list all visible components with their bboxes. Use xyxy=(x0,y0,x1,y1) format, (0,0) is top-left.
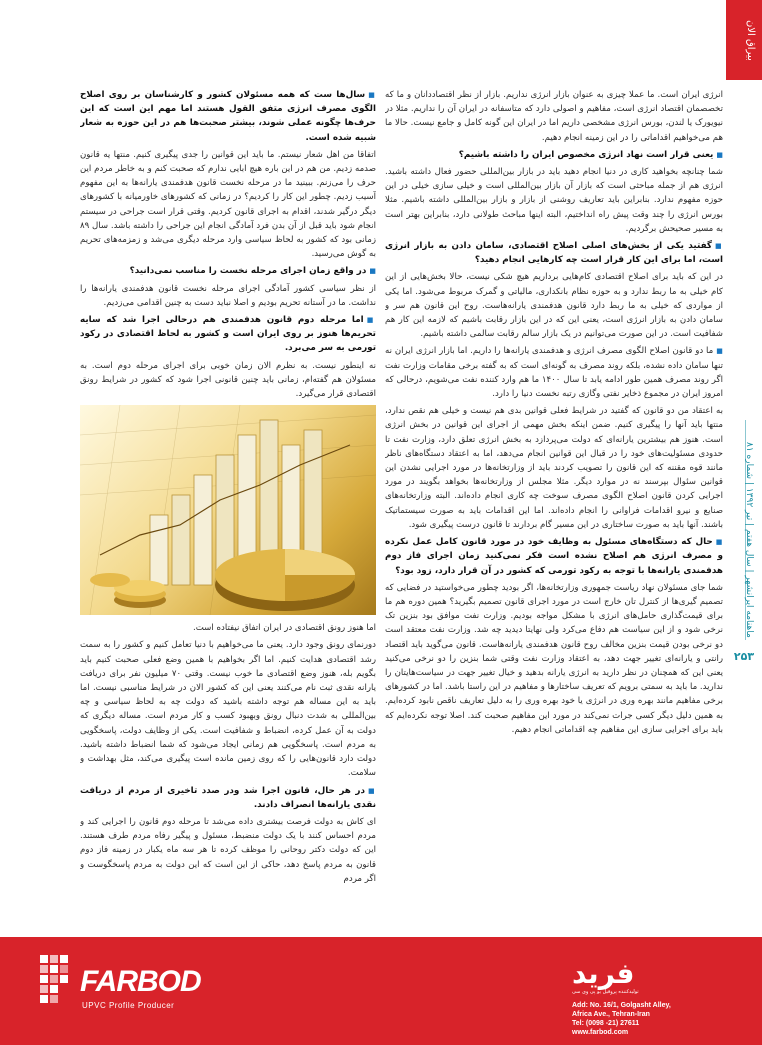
interview-answer xyxy=(385,88,723,145)
side-strip xyxy=(726,0,762,1045)
interview-question xyxy=(80,313,376,356)
paragraph-text: از نظر سیاسی کشور آمادگی اجرای مرحله نخست قانون هدفمندی یارانه‌ها را نداشت. ما در آستانه تحریم بودیم و اصلا نباید دست به چنین اقدامی می‌زدیم. xyxy=(80,283,376,308)
left-column-bottom xyxy=(80,621,376,886)
paragraph-text: انرژی ایران است. ما عملا چیزی به عنوان بازار انرژی نداریم. بازار از نظر اقتصاددانان و ما که تخصصمان اقتصاد انرژی است، مفاهیم و اصولی دارد که متاسفانه در ایران آن را نداریم. مثلا در نیویورک یا لندن، بورس انرژی مشخصی داریم اما در ایران این گونه کامل و جامع نیست. حالا ما هم می‌خواهیم اقداماتی را در این زمینه انجام دهیم. xyxy=(385,90,723,143)
section-tab xyxy=(726,0,762,80)
persian-brand-subtitle: تولیدکننده پروفیل یو پی وی سی xyxy=(572,989,639,995)
paragraph-text: نه اینطور نیست. به نظرم الان زمان خوبی برای اجرای مرحله دوم است. به مسئولان هم گفته‌ام، زمانی باید چنین قانونی اجرا شود که کشور در شرایط رونق اقتصادی قرار می‌گیرد. xyxy=(80,360,376,400)
left-column-top xyxy=(80,88,376,401)
interview-answer xyxy=(385,581,723,737)
paragraph-text: در هر حال، قانون اجرا شد ودر صدد تاخیری از مردم از دریافت نقدی یارانه‌ها انصراف دادند. xyxy=(80,785,376,810)
bullet-icon: ■ xyxy=(716,347,723,356)
brand-logo-text: FARBOD xyxy=(80,965,201,998)
interview-answer xyxy=(385,344,723,401)
interview-question xyxy=(385,239,723,267)
section-tab-label: بیراق الان xyxy=(745,19,756,61)
contact-address xyxy=(572,1001,671,1037)
paragraph-text: دورنمای رونق وجود دارد. یعنی ما می‌خواهیم با دنیا تعامل کنیم و کشور را به سمت رشد اقتصادی هدایت کنیم. اما اگر بخواهیم با همین وضع فعلی صحبت کنیم باید بگویم بله، هنوز وضع اقتصادی ما خوب نیست. وقتی ۷۰ میلیون نفر برای دریافت یارانه نقدی ثبت نام می‌کنند یعنی این که کشور الان در شرایط مناسبی نیست. اما باید به این مساله هم توجه داشته باشید که دولت چه به لحاظ سیاسی و چه بین‌المللی به شدت دنبال رونق وبهبود کسب و کار مردم است. مساله دیگری که دولت به آن عمل کرده، انضباط و شفافیت است. یکی از وظایف دولت، پاسخگویی به مردم است. پاسخگویی هم زمانی ایجاد می‌شود که شما انضباط داشته باشید. دولت دارد قانون‌هایی را که روی زمین مانده است پیگیری می‌کند، مثل بهداشت و سلامت. xyxy=(80,640,376,779)
interview-question xyxy=(80,784,376,812)
interview-answer xyxy=(80,282,376,310)
interview-answer xyxy=(80,148,376,262)
page-number: ۲۵۳ xyxy=(733,650,755,663)
issue-info: ماهنامه ایرانشهر | سال هفتم | تیر ۱۳۹۲ | شماره ۸۱ xyxy=(744,442,754,638)
interview-answer xyxy=(385,404,723,532)
paragraph-text: در واقع زمان اجرای مرحله نخست را مناسب نمی‌دانید؟ xyxy=(129,266,367,277)
interview-question xyxy=(385,148,723,162)
chart-illustration xyxy=(80,405,376,615)
footer-ad xyxy=(0,937,762,1045)
paragraph-text: به اعتقاد من دو قانون که گفتید در شرایط فعلی قوانین بدی هم نیست و خیلی هم نقص ندارد، منتها باید آنها را پیگیری کنیم. ضمن اینکه بخش مهمی از اجرای این قوانین در بخش انرژی است. هنوز هم بیشترین یارانه‌ای که دولت می‌پردازد به بخش انرژی تعلق دارد، وزارت نفت تا حدودی مسئولیت‌های خود را در قبال این قوانین انجام می‌دهد، اما به اعتقاد دستگاه‌های ناظر مانند قوه مقننه که این قانون را تصویب کردند باید از وزارتخانه‌ها در مورد اجرایی نشدن این قوانین سئوال بپرسند نه در موارد دیگر. مثلا مجلس از وزارتخانه‌ها بخواهد بگویند در مورد اجرایی کردن قانون اصلاح الگوی مصرف سوخت چه کاری انجام داده‌اند. البته وزارتخانه‌های صنایع و نیرو اقدامات فراوانی را انجام داده‌اند. اما این اقدامات باید به صورت سیستماتیک باشند. آنها باید به صورت ساختاری در این مسیر گام بردارند تا قانون درست پیگیری شود. xyxy=(385,406,723,530)
interview-answer xyxy=(80,638,376,780)
interview-question xyxy=(80,88,376,145)
interview-answer xyxy=(385,270,723,341)
interview-question xyxy=(385,535,723,578)
address-line-2: Africa Ave., Tehran-Iran xyxy=(572,1011,650,1018)
paragraph-text: شما جای مسئولان نهاد ریاست جمهوری وزارتخانه‌ها، اگر بودید چطور می‌خواستید در فضایی که تصمیم گیری‌ها از کنترل تان خارج است در مورد اجرای قانون تصمیم بگیرید؟ همین دوره هم ما برای قیمت‌گذاری حامل‌های انرژی با مشکل مواجه بودیم. وزارت نفت موافق بود بنزین تک نرخی شود و از این سیاست هم دفاع می‌کرد ولی نهایتا دیدید چه شد. وزارت نفت معتقد است دو نرخی بودن قیمت بنزین مخالف روح قانون هدفمندی یارانه‌هاست. قانون می‌گوید باید اقتصاد رانتی و یارانه‌ای تغییر جهت دهد، به اعتقاد وزارت نفت وقتی شما بنزین را دو نرخی می‌کنید یعنی این که همچنان در نظر دارید به انرژی یارانه بدهید و خیال تغییر جهت در سیاست‌هایتان را ندارید. ما باید به سمتی برویم که تعریف ساختارها و مفاهیم در این راستا باشد. اما در کشورهای برخی مفاهیم مانند بهره وری در انرژی یا خود بهره وری را به دلیل تعاریف ناقص نابود کرده‌ایم. به همین دلیل دیگر کسی جرات نمی‌کند در مورد این مفاهیم صحبت کند. اصلا توجه نکرده‌ایم که باید برای اجرایی سازی این مفاهیم چه اقداماتی انجام دهیم. xyxy=(385,582,723,735)
interview-answer xyxy=(80,359,376,402)
paragraph-text: یعنی قرار است نهاد انرژی مخصوص ایران را داشته باشیم؟ xyxy=(458,149,714,160)
website-link[interactable]: www.farbod.com xyxy=(572,1029,629,1036)
persian-brand-logo: فرید xyxy=(572,957,635,990)
paragraph-text: حال که دستگاه‌های مسئول به وظایف خود در مورد قانون کامل عمل نکرده و مصرف انرژی هم اصلاح نشده است فکر نمی‌کنید زمان اجرای فاز دوم هدفمندی یارانه‌ها با توجه به رکود تورمی که کشور در آن قرار دارد، زود بود؟ xyxy=(385,537,723,576)
interview-answer xyxy=(385,165,723,236)
left-column xyxy=(80,88,376,913)
brand-tagline: UPVC Profile Producer xyxy=(82,1001,175,1010)
address-line-1: Add: No. 16/1, Golgasht Alley, xyxy=(572,1002,671,1009)
phone-number: Tel: (0098 -21) 27611 xyxy=(572,1020,640,1027)
paragraph-text: اما هنوز رونق اقتصادی در ایران اتفاق نیفتاده است. xyxy=(193,623,376,634)
finance-chart-photo xyxy=(80,405,376,615)
paragraph-text: شما چنانچه بخواهید کاری در دنیا انجام دهید باید در بازار بین‌المللی حضور فعال داشته باشید. انرژی هم از جمله مباحثی است که بازار آن بازار بین‌المللی است و خیلی سازی خیلی در این حوزه مفهوم ندارد. بنابراین باید تعاریف روشنی از بازار و بازار بین‌المللی داشته باشیم. مثلا بورس انرژی را چند وقت پیش راه انداختیم، البته اینها مباحث طولانی دارد، بنابراین بهتر است به مسیر صحیحش برگردیم. xyxy=(385,167,723,234)
paragraph-text: اما مرحله دوم قانون هدفمندی هم درحالی اجرا شد که سایه تحریم‌ها هنوز بر روی ایران است و کشور به لحاظ اقتصادی در رکود تورمی به سر می‌برد. xyxy=(80,315,376,354)
right-column xyxy=(385,88,723,913)
paragraph-text: گفتید یکی از بخش‌های اصلی اصلاح اقتصادی، سامان دادن به بازار انرژی است، اما برای این کار قرار است چه کارهایی انجام دهید؟ xyxy=(385,241,723,266)
interview-answer xyxy=(80,815,376,886)
paragraph-text: سال‌ها ست که همه مسئولان کشور و کارشناسان بر روی اصلاح الگوی مصرف انرژی متفق القول هستند اما مهم این است که این حرف‌ها چگونه عملی شوند، بیشتر صحبت‌ها هم در این حوزه به شعار شبیه شده است. xyxy=(80,90,376,143)
paragraph-text: اتفاقا من اهل شعار نیستم. ما باید این قوانین را جدی پیگیری کنیم. منتها یه قانون صدمه زدیم. من هم در این باره هیچ ابایی ندارم که صحبت کنم و به خاطر مردم این حرف را می‌زنم. ببینید ما در مرحله نخست قانون هدفمندی یارانه‌ها به این مفهوم آسیب زدیم. چطور این کار را کردیم؟ در زمانی که کشورهای خاورمیانه با کشورهای دیگر درگیر شدند، اقدام به اجرای قانون کردیم. وقتی قرار است جراحی در سیستم انجام شود باید قبل از آن بدن فرد آمادگی انجام این جراحی را داشته باشد. سال ۸۹ زمانی بود که کشور به لحاظ سیاسی وارد مرحله دیگری می‌شد و زمزمه‌های تحریم به گوش می‌رسید. xyxy=(80,149,376,260)
paragraph-text: ما دو قانون اصلاح الگوی مصرف انرژی و هدفمندی یارانه‌ها را داریم. اما بازار انرژی ایران نه تنها سامان داده نشده، بلکه روند مصرف به گونه‌ای است که به گفته برخی مقامات وزارت نفت اگر روند مصرف همین طور ادامه یابد تا سال ۱۴۰۰ ما هم وارد کننده نفت می‌شویم، درحالی که امروز ایران در مجموع ذخایر نفتی وگازی رتبه نخست دنیا را دارد. xyxy=(385,346,723,400)
paragraph-text: در این که باید برای اصلاح اقتصادی کام‌هایی برداریم هیچ شکی نیست، حالا بخش‌هایی از این کام خیلی به ما ربط ندارد و به حوزه نظام بانکداری، مالیاتی و گمرک مربوط می‌شود. اما یکی از مواردی که خیلی به ما ربط دارد قانون هدفمندی یارانه‌هاست. روح این قانون هم سر و سامان دادن به بازار انرژی است، یعنی این که در این بازار رقابت باشیم که لازمه این کار هم شفافیت است. در این صورت می‌توانیم در یک بازار سالم رقابت سالمی داشته باشیم. xyxy=(385,272,723,340)
interview-answer xyxy=(80,621,376,635)
interview-question xyxy=(80,264,376,278)
paragraph-text: ای کاش به دولت فرصت بیشتری داده می‌شد تا مرحله دوم قانون را اجرایی کند و مردم احساس کنند با یک دولت منضبط، مسئول و پیگیر رفاه مردم طرف هستند. این که دولت دکتر روحانی را موظف کرده تا هر سه ماه یکبار در زمینه فاز دوم قانون به مردم پاسخ دهد، حاکی از این است که این دولت به مردم پاسخگوست و اگر مردم xyxy=(80,816,376,884)
